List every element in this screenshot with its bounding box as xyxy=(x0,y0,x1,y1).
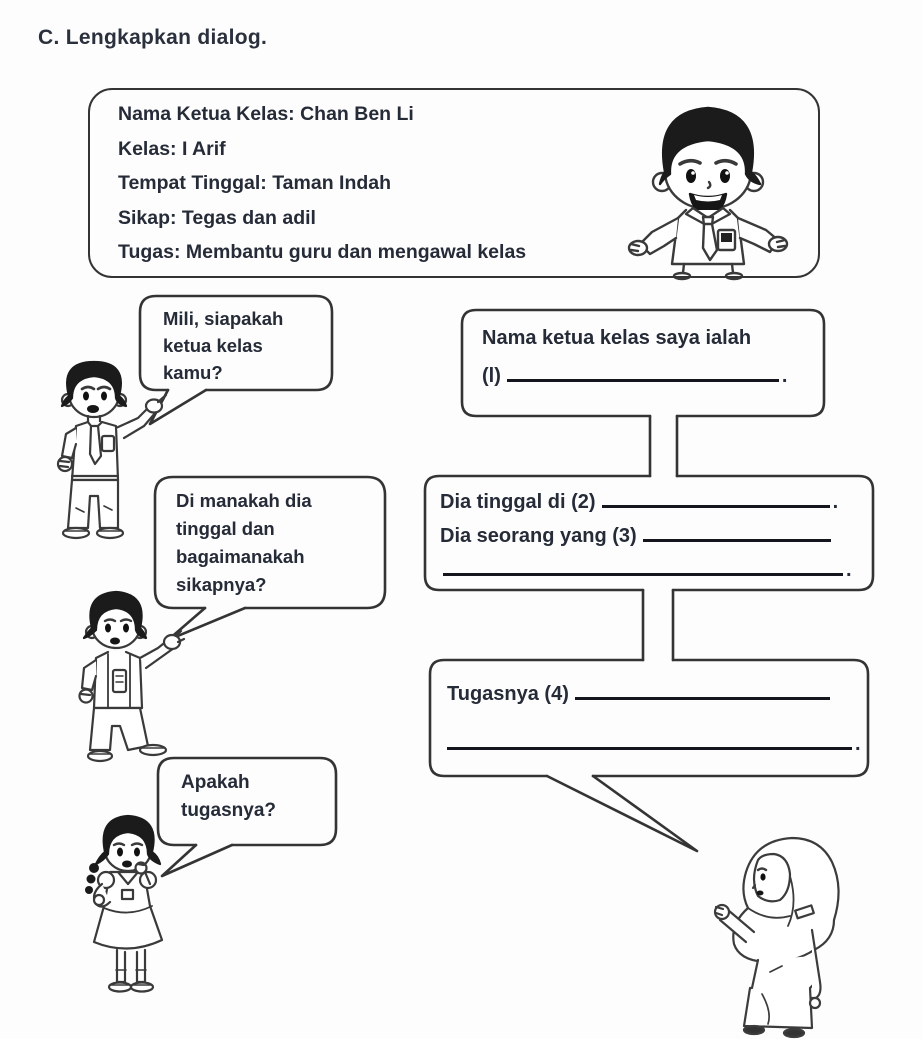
info-line-attitude: Sikap: Tegas dan adil xyxy=(118,206,316,229)
answer-bubble-tail xyxy=(547,776,697,851)
girl-hijab-figure xyxy=(715,838,839,1037)
answer-blank-4 xyxy=(575,680,830,700)
answer-1-period: . xyxy=(781,365,788,387)
info-line-home: Tempat Tinggal: Taman Indah xyxy=(118,172,392,194)
answer-blank-4b xyxy=(447,730,852,750)
answer-box-2-line1: Dia tinggal di (2) . xyxy=(440,488,838,514)
answer-blank-1 xyxy=(507,362,779,382)
answer-blank-3b xyxy=(443,556,843,576)
info-line-name: Nama Ketua Kelas: Chan Ben Li xyxy=(118,103,414,125)
question-2-text: Di manakah dia tinggal dan bagaimanakah sikapnya? xyxy=(176,490,312,595)
answer-chain-neck-2 xyxy=(643,590,673,660)
answer-box-1-blank-row xyxy=(482,362,787,388)
info-line-duty: Tugas: Membantu guru dan mengawal kelas xyxy=(118,241,527,263)
answer-chain-neck-1 xyxy=(650,416,677,476)
info-card-lines xyxy=(118,97,526,270)
answer-box-1-intro: Nama ketua kelas saya ialah xyxy=(482,327,752,349)
answer-blank-3 xyxy=(643,522,831,542)
boy-pointing-figure xyxy=(58,362,166,538)
answer-box-2-line2: Dia seorang yang (3) xyxy=(440,522,834,548)
info-line-class: Kelas: I Arif xyxy=(118,137,226,160)
question-3-text: Apakah tugasnya? xyxy=(181,772,277,821)
section-heading: C. Lengkapkan dialog. xyxy=(38,26,268,49)
answer-blank-2 xyxy=(602,488,830,508)
boy-raised-hand-figure xyxy=(80,592,185,761)
answer-box-2-line3: . xyxy=(443,556,852,582)
girl-pigtails-figure xyxy=(85,816,162,992)
answer-box-3-line2: . xyxy=(447,730,861,756)
question-1-text: Mili, siapakah ketua kelas kamu? xyxy=(163,308,284,383)
answer-1-label: (l) xyxy=(482,365,501,387)
answer-box-3-line1: Tugasnya (4) xyxy=(447,680,833,706)
